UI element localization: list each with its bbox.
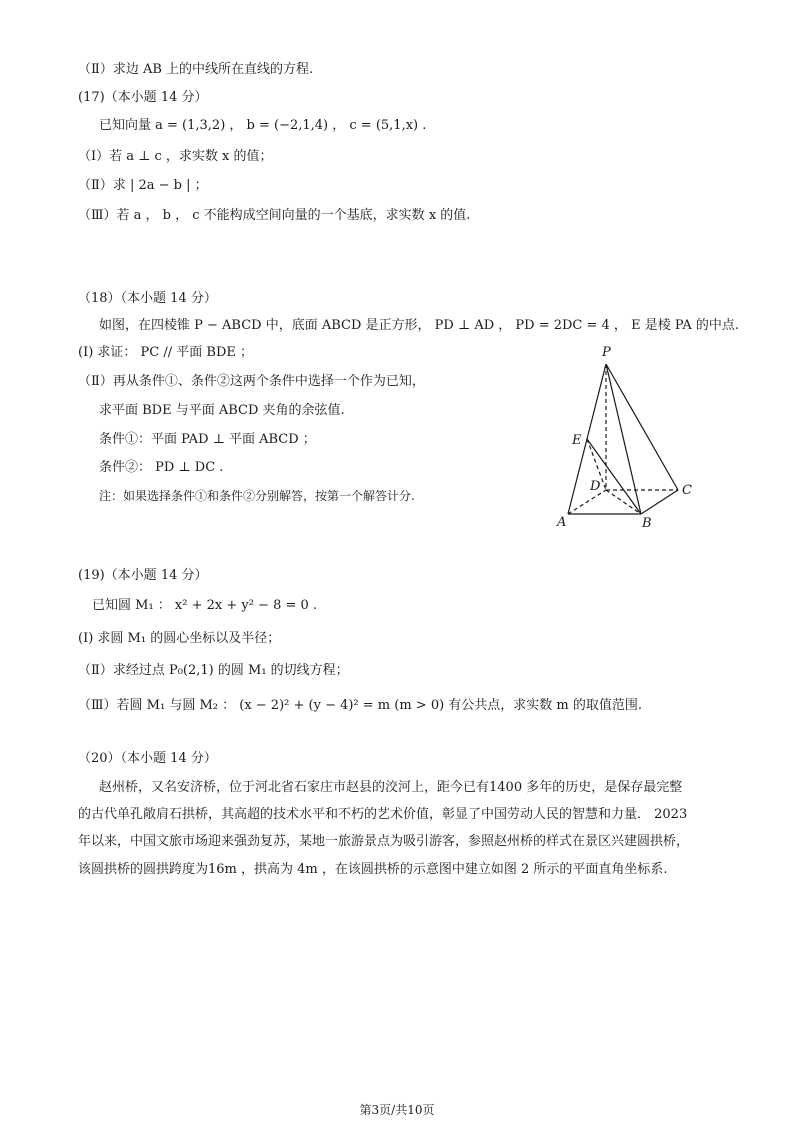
q18-part1: (Ⅰ) 求证： PC // 平面 BDE ； (78, 345, 253, 360)
edge-PB (606, 364, 641, 514)
q19-part1: (Ⅰ) 求圆 M₁ 的圆心坐标以及半径； (78, 631, 281, 646)
edge-PC (606, 364, 678, 490)
q17-given: 已知向量 a = (1,3,2) ， b = (−2,1,4) ， c = (5,1,x) . (99, 118, 427, 133)
edge-BC (641, 490, 678, 514)
q19-part3: （Ⅲ）若圆 M₁ 与圆 M₂ ： (x − 2)² + (y − 4)² = m (m > 0) 有公共点，求实数 m 的取值范围. (78, 698, 643, 713)
q18-part2: （Ⅱ）再从条件①、条件②这两个条件中选择一个作为已知， (78, 374, 425, 389)
q20-line3: 年以来，中国文旅市场迎来强劲复苏，某地一旅游景点为吸引游客，参照赵州桥的样式在景区兴建圆拱桥， (78, 834, 690, 849)
label-C: C (682, 483, 692, 498)
q20-header: （20）（本小题 14 分） (78, 751, 217, 766)
q17-part1: （Ⅰ）若 a ⊥ c ，求实数 x 的值； (78, 149, 273, 164)
q16-part2: （Ⅱ）求边 AB 上的中线所在直线的方程. (78, 62, 314, 77)
q20-line2: 的古代单孔敞肩石拱桥，其高超的技术水平和不朽的艺术价值，彰显了中国劳动人民的智慧和力量． 2023 (78, 807, 688, 822)
q18-part2-cont: 求平面 BDE 与平面 ABCD 夹角的余弦值. (99, 403, 345, 418)
q17-part3: （Ⅲ）若 a ， b ， c 不能构成空间向量的一个基底，求实数 x 的值. (78, 208, 471, 223)
q18-condition1: 条件①：平面 PAD ⊥ 平面 ABCD ； (99, 432, 316, 447)
pyramid-figure (548, 340, 708, 530)
q20-line4: 该圆拱桥的圆拱跨度为16m ，拱高为 4m ，在该圆拱桥的示意图中建立如图 2 所示的平面直角坐标系. (78, 862, 668, 877)
label-A: A (557, 515, 567, 530)
q18-header: （18）（本小题 14 分） (78, 291, 217, 306)
page-number: 第3页/共10页 (359, 1103, 435, 1117)
q19-part2: （Ⅱ）求经过点 P₀(2,1) 的圆 M₁ 的切线方程； (78, 663, 349, 678)
q19-header: (19)（本小题 14 分） (78, 568, 208, 583)
q19-given: 已知圆 M₁ ： x² + 2x + y² − 8 = 0 . (92, 598, 318, 613)
label-P: P (602, 345, 611, 360)
q20-line1: 赵州桥，又名安济桥，位于河北省石家庄市赵县的洨河上，距今已有1400 多年的历史，是保存最完整 (99, 780, 683, 795)
q18-condition2: 条件②： PD ⊥ DC . (99, 460, 224, 475)
label-D: D (590, 479, 601, 494)
label-E: E (572, 433, 582, 448)
q18-given: 如图，在四棱锥 P − ABCD 中，底面 ABCD 是正方形， PD ⊥ AD ， PD = 2DC = 4 ， E 是棱 PA 的中点. (99, 318, 740, 333)
q17-header: (17)（本小题 14 分） (78, 90, 208, 105)
label-B: B (642, 516, 652, 530)
q18-note: 注：如果选择条件①和条件②分别解答，按第一个解答计分. (99, 489, 415, 503)
edge-EB (587, 439, 641, 514)
q17-part2: （Ⅱ）求 | 2a − b | ； (78, 178, 208, 193)
